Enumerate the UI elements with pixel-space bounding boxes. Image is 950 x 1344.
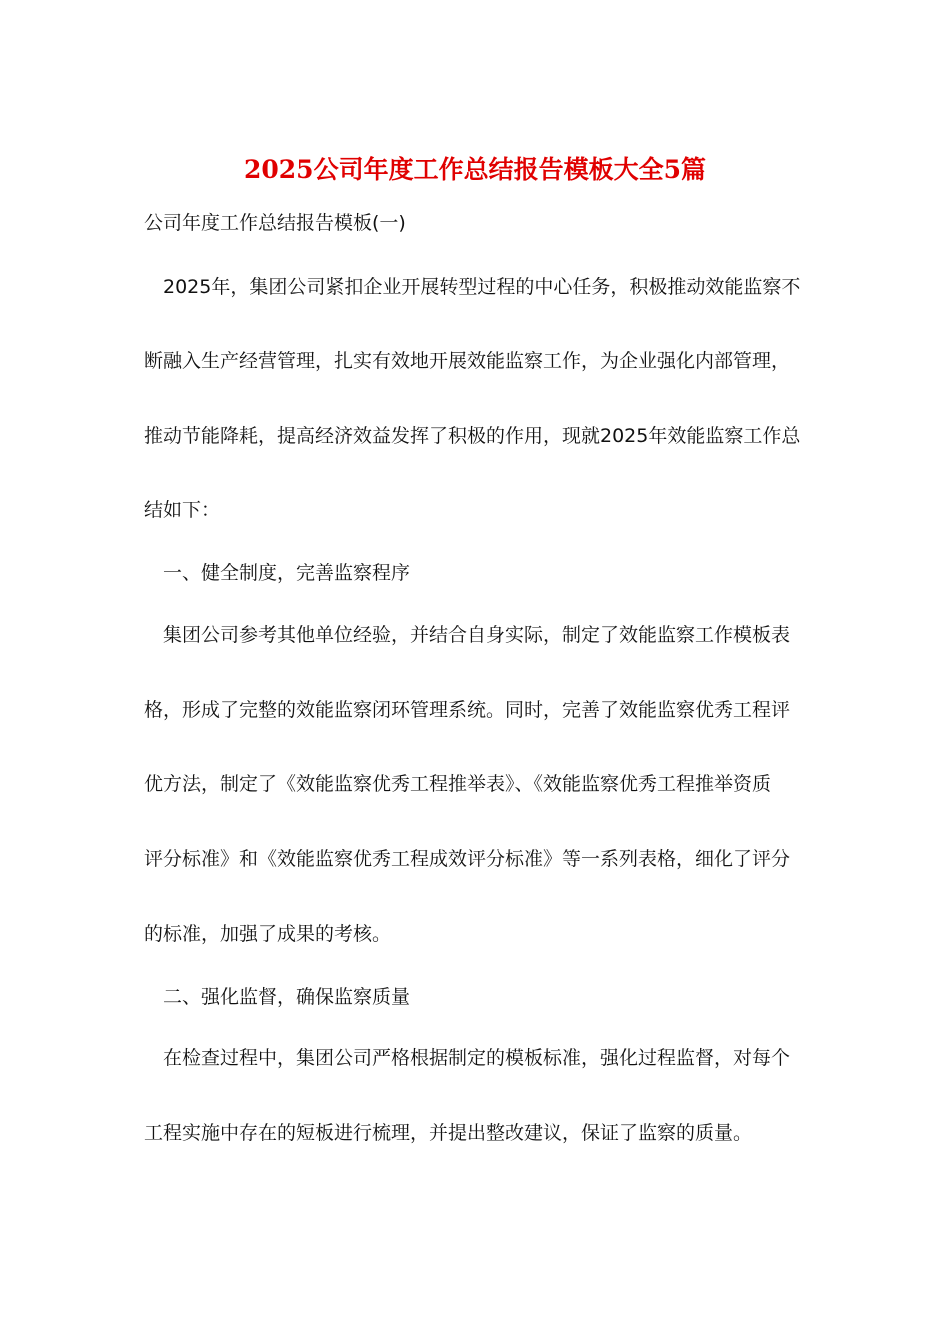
document-title: 2025公司年度工作总结报告模板大全5篇 <box>244 155 706 184</box>
section-subtitle: 公司年度工作总结报告模板(一) <box>144 212 406 234</box>
paragraph-line: 在检查过程中，集团公司严格根据制定的模板标准，强化过程监督，对每个 <box>163 1047 791 1069</box>
section-heading: 一、健全制度，完善监察程序 <box>163 562 411 584</box>
paragraph-line: 优方法，制定了《效能监察优秀工程推举表》、《效能监察优秀工程推举资质 <box>144 773 772 795</box>
paragraph-line: 评分标准》和《效能监察优秀工程成效评分标准》等一系列表格，细化了评分 <box>144 848 791 870</box>
section-heading: 二、强化监督，确保监察质量 <box>163 986 411 1008</box>
paragraph-line: 结如下： <box>144 499 221 521</box>
paragraph-line: 推动节能降耗，提高经济效益发挥了积极的作用，现就2025年效能监察工作总 <box>144 425 801 447</box>
paragraph-line: 的标准，加强了成果的考核。 <box>144 923 392 945</box>
paragraph-line: 2025年，集团公司紧扣企业开展转型过程的中心任务，积极推动效能监察不 <box>163 276 801 298</box>
paragraph-line: 格，形成了完整的效能监察闭环管理系统。同时，完善了效能监察优秀工程评 <box>144 699 791 721</box>
paragraph-line: 工程实施中存在的短板进行梳理，并提出整改建议，保证了监察的质量。 <box>144 1122 753 1144</box>
paragraph-line: 集团公司参考其他单位经验，并结合自身实际，制定了效能监察工作模板表 <box>163 624 791 646</box>
paragraph-line: 断融入生产经营管理，扎实有效地开展效能监察工作，为企业强化内部管理， <box>144 350 791 372</box>
